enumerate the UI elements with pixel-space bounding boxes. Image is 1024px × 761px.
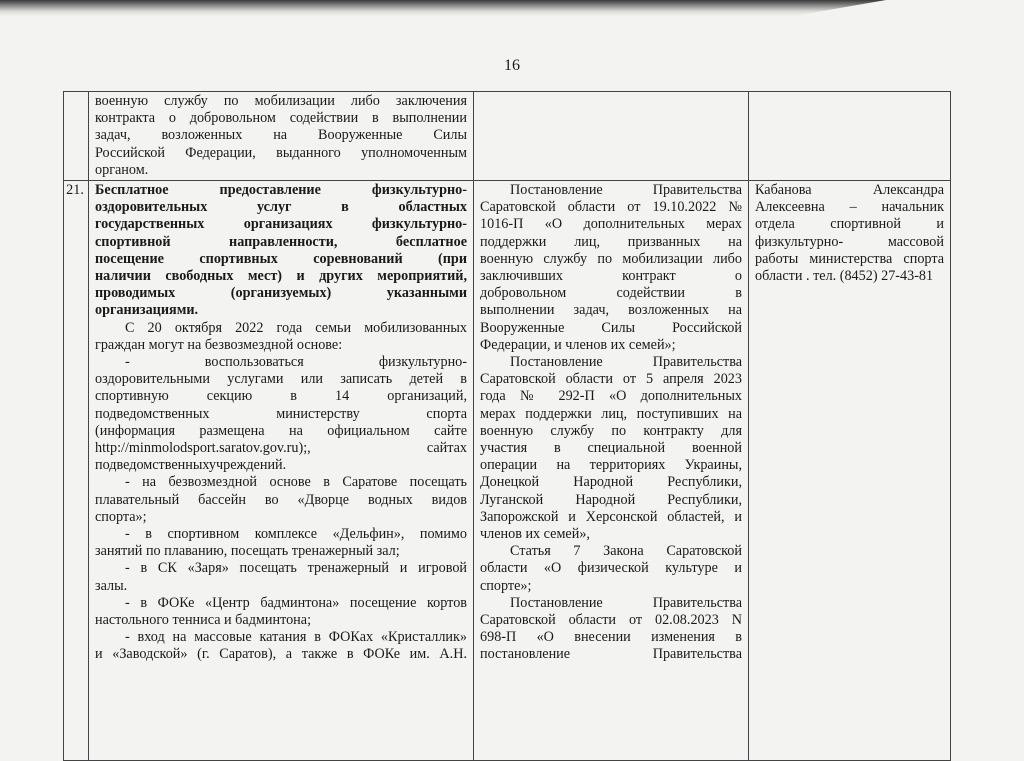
row-number-cell bbox=[64, 181, 89, 761]
text-line: физкультурно- массовой bbox=[755, 233, 944, 250]
text-line: области «О физической культуре и bbox=[480, 560, 742, 577]
legal-basis-text bbox=[480, 182, 742, 664]
text-line: задач, возложенных на Вооруженные Силы bbox=[95, 127, 467, 144]
text-line: Постановление Правительства bbox=[510, 594, 742, 611]
text-line: занятий по плаванию, посещать тренажерный зал; bbox=[95, 543, 400, 560]
text-line: Донецкой Народной Республики, bbox=[480, 474, 742, 491]
text-line: - в СК «Заря» посещать тренажерный и игровой bbox=[125, 560, 467, 577]
text-line: Луганской Народной Республики, bbox=[480, 491, 742, 508]
measure-description bbox=[95, 320, 467, 664]
text-line: плавательный бассейн во «Дворце водных видов bbox=[95, 491, 467, 508]
text-line: и «Заводской» (г. Саратов), а также в ФОКе им. А.Н. bbox=[95, 646, 467, 663]
text-line: заключивших контракт о bbox=[480, 268, 742, 285]
text-line: оздоровительными услугами или записать детей в bbox=[95, 371, 467, 388]
legal-basis-cell bbox=[474, 92, 749, 181]
text-line: Саратовской области от 19.10.2022 № bbox=[480, 199, 742, 216]
scan-edge-shadow bbox=[0, 0, 1024, 16]
contact-cell bbox=[749, 92, 951, 181]
text-line: Запорожской и Херсонской областей, и bbox=[480, 508, 742, 525]
title-line: государственных организациях физкультурно- bbox=[95, 216, 467, 233]
text-line: военную службу по мобилизации либо bbox=[480, 250, 742, 267]
text-line: органом. bbox=[95, 161, 149, 178]
title-line: организациями. bbox=[95, 302, 199, 319]
text-line: отдела спортивной и bbox=[755, 216, 944, 233]
text-line: года № 292-П «О дополнительных bbox=[480, 388, 742, 405]
measure-title bbox=[95, 182, 467, 320]
text-line: залы. bbox=[95, 577, 128, 594]
text-line: - в ФОКе «Центр бадминтона» посещение кортов bbox=[125, 594, 467, 611]
text-line: - воспользоваться физкультурно- bbox=[125, 354, 467, 371]
row-number-cell bbox=[64, 92, 89, 181]
row-number: 21. bbox=[66, 182, 84, 198]
text-line: Постановление Правительства bbox=[510, 354, 742, 371]
text-line: С 20 октября 2022 года семьи мобилизованных bbox=[125, 319, 467, 336]
text-line: военную службу по мобилизации либо заключения bbox=[95, 93, 467, 109]
text-line: военную службу по контракту для bbox=[480, 422, 742, 439]
description-cell bbox=[89, 181, 474, 761]
text-line: Саратовской области от 5 апреля 2023 bbox=[480, 371, 742, 388]
text-line: Российской Федерации, выданного уполномоченным bbox=[95, 144, 467, 161]
table-row bbox=[64, 92, 951, 181]
description-text bbox=[95, 93, 467, 179]
text-line: - на безвозмездной основе в Саратове посещать bbox=[125, 474, 467, 491]
text-line: Федерации, и членов их семей»; bbox=[480, 336, 676, 353]
contact-cell bbox=[749, 181, 951, 761]
description-cell bbox=[89, 92, 474, 181]
text-line: выполнении задач, возложенных на bbox=[480, 302, 742, 319]
text-line: - вход на массовые катания в ФОКах «Кристаллик» bbox=[125, 629, 467, 646]
title-line: Бесплатное предоставление физкультурно- bbox=[95, 182, 467, 198]
text-line: 698-П «О внесении изменения в bbox=[480, 629, 742, 646]
text-line: http://minmolodsport.saratov.gov.ru);, сайтах bbox=[95, 440, 467, 457]
text-line: области . тел. (8452) 27-43-81 bbox=[755, 268, 934, 285]
text-line: постановление Правительства bbox=[480, 646, 742, 663]
text-line: спорте»; bbox=[480, 577, 532, 594]
title-line: спортивной направленности, бесплатное bbox=[95, 233, 467, 250]
text-line: Саратовской области от 02.08.2023 N bbox=[480, 612, 742, 629]
text-line: подведомственныхучреждений. bbox=[95, 457, 287, 474]
text-line: подведомственных министерству спорта bbox=[95, 405, 467, 422]
legal-basis-cell bbox=[474, 181, 749, 761]
text-line: членов их семей», bbox=[480, 526, 590, 543]
text-line: Постановление Правительства bbox=[510, 182, 742, 198]
title-line: посещение спортивных соревнований (при bbox=[95, 250, 467, 267]
page-number: 16 bbox=[504, 57, 520, 74]
text-line: - в спортивном комплексе «Дельфин», помимо bbox=[125, 526, 467, 543]
text-line: 1016-П «О дополнительных мерах bbox=[480, 216, 742, 233]
title-line: оздоровительных услуг в областных bbox=[95, 199, 467, 216]
text-line: Вооруженные Силы Российской bbox=[480, 319, 742, 336]
text-line: работы министерства спорта bbox=[755, 250, 944, 267]
text-line: мерах поддержки лиц, поступивших на bbox=[480, 405, 742, 422]
table-row bbox=[64, 181, 951, 761]
measures-table bbox=[63, 91, 951, 761]
text-line: настольного тенниса и бадминтона; bbox=[95, 612, 312, 629]
text-line: спорта»; bbox=[95, 508, 147, 525]
text-line: Кабанова Александра bbox=[755, 182, 944, 198]
text-line: граждан могут на безвозмездной основе: bbox=[95, 336, 343, 353]
text-line: Статья 7 Закона Саратовской bbox=[510, 543, 742, 560]
text-line: Алексеевна – начальник bbox=[755, 199, 944, 216]
contact-person bbox=[755, 182, 944, 285]
text-line: контракта о добровольном содействии в выполнении bbox=[95, 110, 467, 127]
title-line: наличии свободных мест) и других мероприятий, bbox=[95, 268, 467, 285]
text-line: (информация размещена на официальном сайте bbox=[95, 422, 467, 439]
text-line: добровольном содействии в bbox=[480, 285, 742, 302]
text-line: операции на территориях Украины, bbox=[480, 457, 742, 474]
text-line: поддержки лиц, призванных на bbox=[480, 233, 742, 250]
title-line: проводимых (организуемых) указанными bbox=[95, 285, 467, 302]
text-line: спортивную секцию в 14 организаций, bbox=[95, 388, 467, 405]
text-line: участия в специальной военной bbox=[480, 440, 742, 457]
